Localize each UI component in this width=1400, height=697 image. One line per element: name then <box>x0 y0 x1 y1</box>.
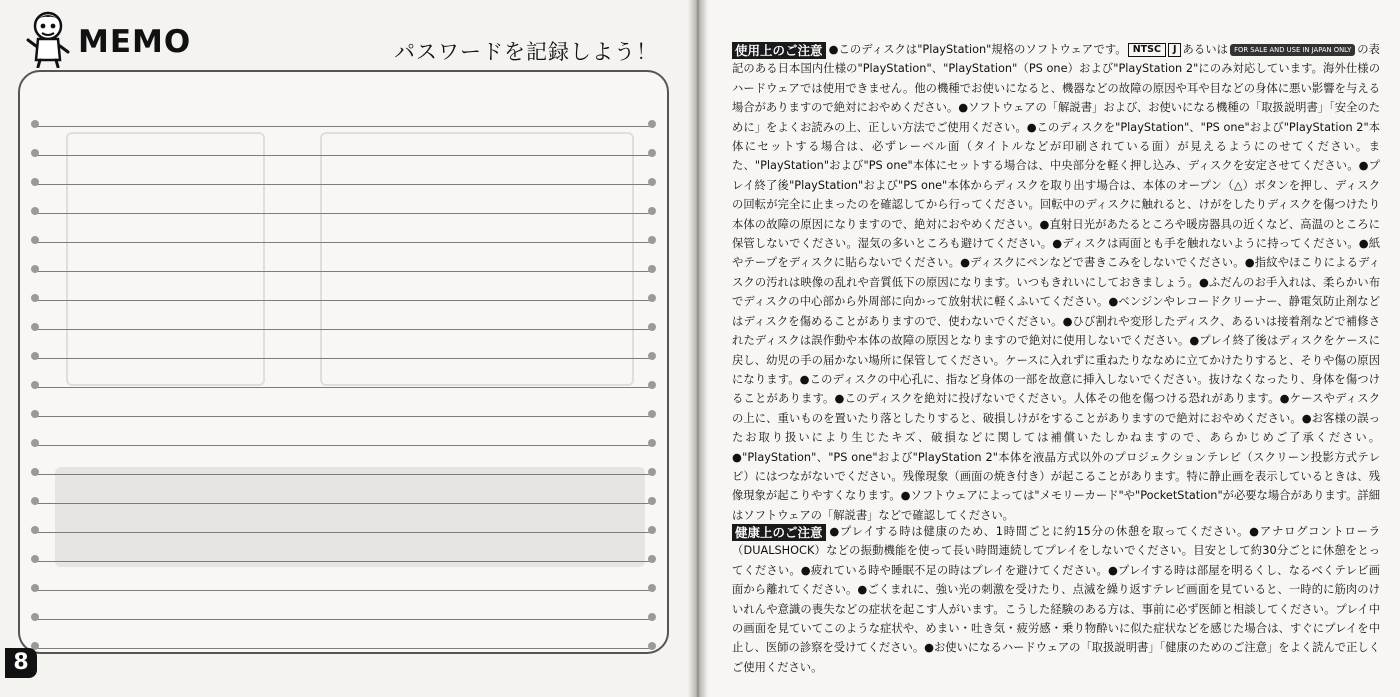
page-number: 8 <box>5 648 37 678</box>
line-dot-icon <box>648 555 656 563</box>
health-notice-label: 健康上のご注意 <box>732 524 826 541</box>
memo-line <box>38 214 649 243</box>
line-dot-icon <box>648 468 656 476</box>
memo-line <box>38 533 649 562</box>
line-dot-icon <box>648 323 656 331</box>
usage-notice-intro: ●このディスクは"PlayStation"規格のソフトウェアです。 <box>828 43 1127 56</box>
password-heading: パスワードを記録しよう！ <box>394 40 658 64</box>
memo-line <box>38 475 649 504</box>
line-dot-icon <box>648 497 656 505</box>
line-dot-icon <box>648 294 656 302</box>
line-dot-icon <box>648 352 656 360</box>
usage-notice <box>732 40 1380 525</box>
mascot-character-icon <box>24 10 72 68</box>
health-notice-body: ●プレイする時は健康のため、1時間ごとに約15分の休憩を取ってください。●アナログコントローラ（DUALSHOCK）などの振動機能を使って長い時間連続してプレイをしないでください。目安として約30分ごとに休憩をとってください。●疲れている時や睡眠不足の時はプレイを避けてください。●プレイする時は部屋を明るくし、なるべくテレビ画面から離れてください。●ごくまれに、強い光の刺激を受けたり、点滅を繰り返すテレビ画面を見ていると、一時的に筋肉のけいれんや意識の喪失などの症状を起こす人がいます。こうした経験のある方は、事前に必ず医師と相談してください。プレイ中の画面を見ていてこのような症状や、めまい・吐き気・疲労感・乗り物酔いに似た症状などを感じた場合は、すぐにプレイを中止し、医師の診察を受けてください。●お使いになるハードウェアの「取扱説明書」「健康のためのご注意」をよく読んで正しくご使用ください。 <box>732 525 1380 674</box>
japan-only-badge: FOR SALE AND USE IN JAPAN ONLY <box>1230 44 1355 56</box>
memo-line <box>38 156 649 185</box>
memo-line <box>38 388 649 417</box>
usage-notice-connector: あるいは <box>1182 43 1229 56</box>
memo-line <box>38 417 649 446</box>
memo-line <box>38 359 649 388</box>
memo-line <box>38 446 649 475</box>
memo-line <box>38 127 649 156</box>
memo-line <box>38 562 649 591</box>
memo-line <box>38 330 649 359</box>
region-j-badge: J <box>1168 43 1182 57</box>
memo-line <box>38 504 649 533</box>
memo-writing-area <box>18 70 669 654</box>
line-dot-icon <box>648 584 656 592</box>
memo-lines <box>38 98 649 654</box>
line-dot-icon <box>648 642 656 650</box>
line-dot-icon <box>648 120 656 128</box>
memo-line <box>38 620 649 649</box>
line-dot-icon <box>648 410 656 418</box>
line-dot-icon <box>648 265 656 273</box>
usage-notice-label: 使用上のご注意 <box>732 42 826 59</box>
memo-line <box>38 98 649 127</box>
line-dot-icon <box>648 613 656 621</box>
line-dot-icon <box>648 439 656 447</box>
memo-title: MEMO <box>78 24 192 60</box>
health-notice <box>732 522 1380 677</box>
line-dot-icon <box>648 526 656 534</box>
memo-line <box>38 185 649 214</box>
line-dot-icon <box>648 207 656 215</box>
left-page <box>0 0 688 697</box>
line-dot-icon <box>648 381 656 389</box>
memo-line <box>38 649 649 654</box>
memo-line <box>38 243 649 272</box>
line-dot-icon <box>648 178 656 186</box>
memo-line <box>38 301 649 330</box>
book-gutter <box>688 0 708 697</box>
ntsc-badge: NTSC <box>1128 43 1166 57</box>
memo-line <box>38 272 649 301</box>
memo-line <box>38 591 649 620</box>
line-dot-icon <box>648 236 656 244</box>
line-dot-icon <box>648 149 656 157</box>
usage-notice-body: の表記のある日本国内仕様の"PlayStation"、"PlayStation"（PS one）および"PlayStation 2"にのみ対応しています。海外仕様のハードウェアでは使用できません。他の機種でお使いになると、機器などの故障の原因や耳や目などの身体に悪い影響を与える場合がありますので絶対におやめください。●ソフトウェアの「解説書」および、お使いになる機種の「取扱説明書」「安全のために」をよくお読みの上、正しい方法でご使用ください。●このディスクを"PlayStation"、"PS one"および"PlayStation 2"本体にセットする場合は、必ずレーベル面（タイトルなどが印刷されている面）が見えるようにのせてください。また、"PlayStation"および"PS one"本体にセットする場合は、中央部分を軽く押し込み、ディスクを安定させてください。●プレイ終了後"PlayStation"および"PS one"本体からディスクを取り出す場合は、本体のオープン（△）ボタンを押し、ディスクの回転が完全に止まったのを確認してから行ってください。回転中のディスクに触れると、けがをしたりディスクを傷つけたり本体の故障の原因になりますので、絶対におやめください。●直射日光があたるところや暖房器具の近くなど、高温のところに保管しないでください。湿気の多いところも避けてください。●ディスクは両面とも手を触れないように持ってください。●紙やテープをディスクに貼らないでください。●ディスクにペンなどで書きこみをしないでください。●指紋やほこりによるディスクの汚れは映像の乱れや音質低下の原因になります。いつもきれいにしておきましょう。●ふだんのお手入れは、柔らかい布でディスクの中心部から外周部に向かって放射状に軽くふいてください。●ベンジンやレコードクリーナー、静電気防止剤などはディスクを傷めることがありますので、使わないでください。●ひび割れや変形したディスク、あるいは接着剤などで補修されたディスクは誤作動や本体の故障の原因となりますので絶対に使用しないでください。●プレイ終了後はディスクをケースに戻し、幼児の手の届かない場所に保管してください。ケースに入れずに重ねたりななめに立てかけたりすると、そりや傷の原因になります。●このディスクの中心孔に、指など身体の一部を故意に挿入しないでください。抜けなくなったり、身体を傷つけることがあります。●このディスクを絶対に投げないでください。人体その他を傷つける恐れがあります。●ケースやディスクの上に、重いものを置いたり落としたりすると、破損しけがをすることがありますので絶対におやめください。●お客様の誤ったお取り扱いにより生じたキズ、破損などに関しては補償いたしかねますので、あらかじめご了承ください。●"PlayStation"、"PS one"および"PlayStation 2"本体を液晶方式以外のプロジェクションテレビ（スクリーン投影方式テレビ）にはつながないでください。残像現象（画面の焼き付き）が起こることがあります。特に静止画を表示しているときは、残像現象が起こりやすくなります。●ソフトウェアによっては"メモリーカード"や"PocketStation"が必要な場合があります。詳細はソフトウェアの「解説書」などで確認してください。 <box>732 43 1380 522</box>
